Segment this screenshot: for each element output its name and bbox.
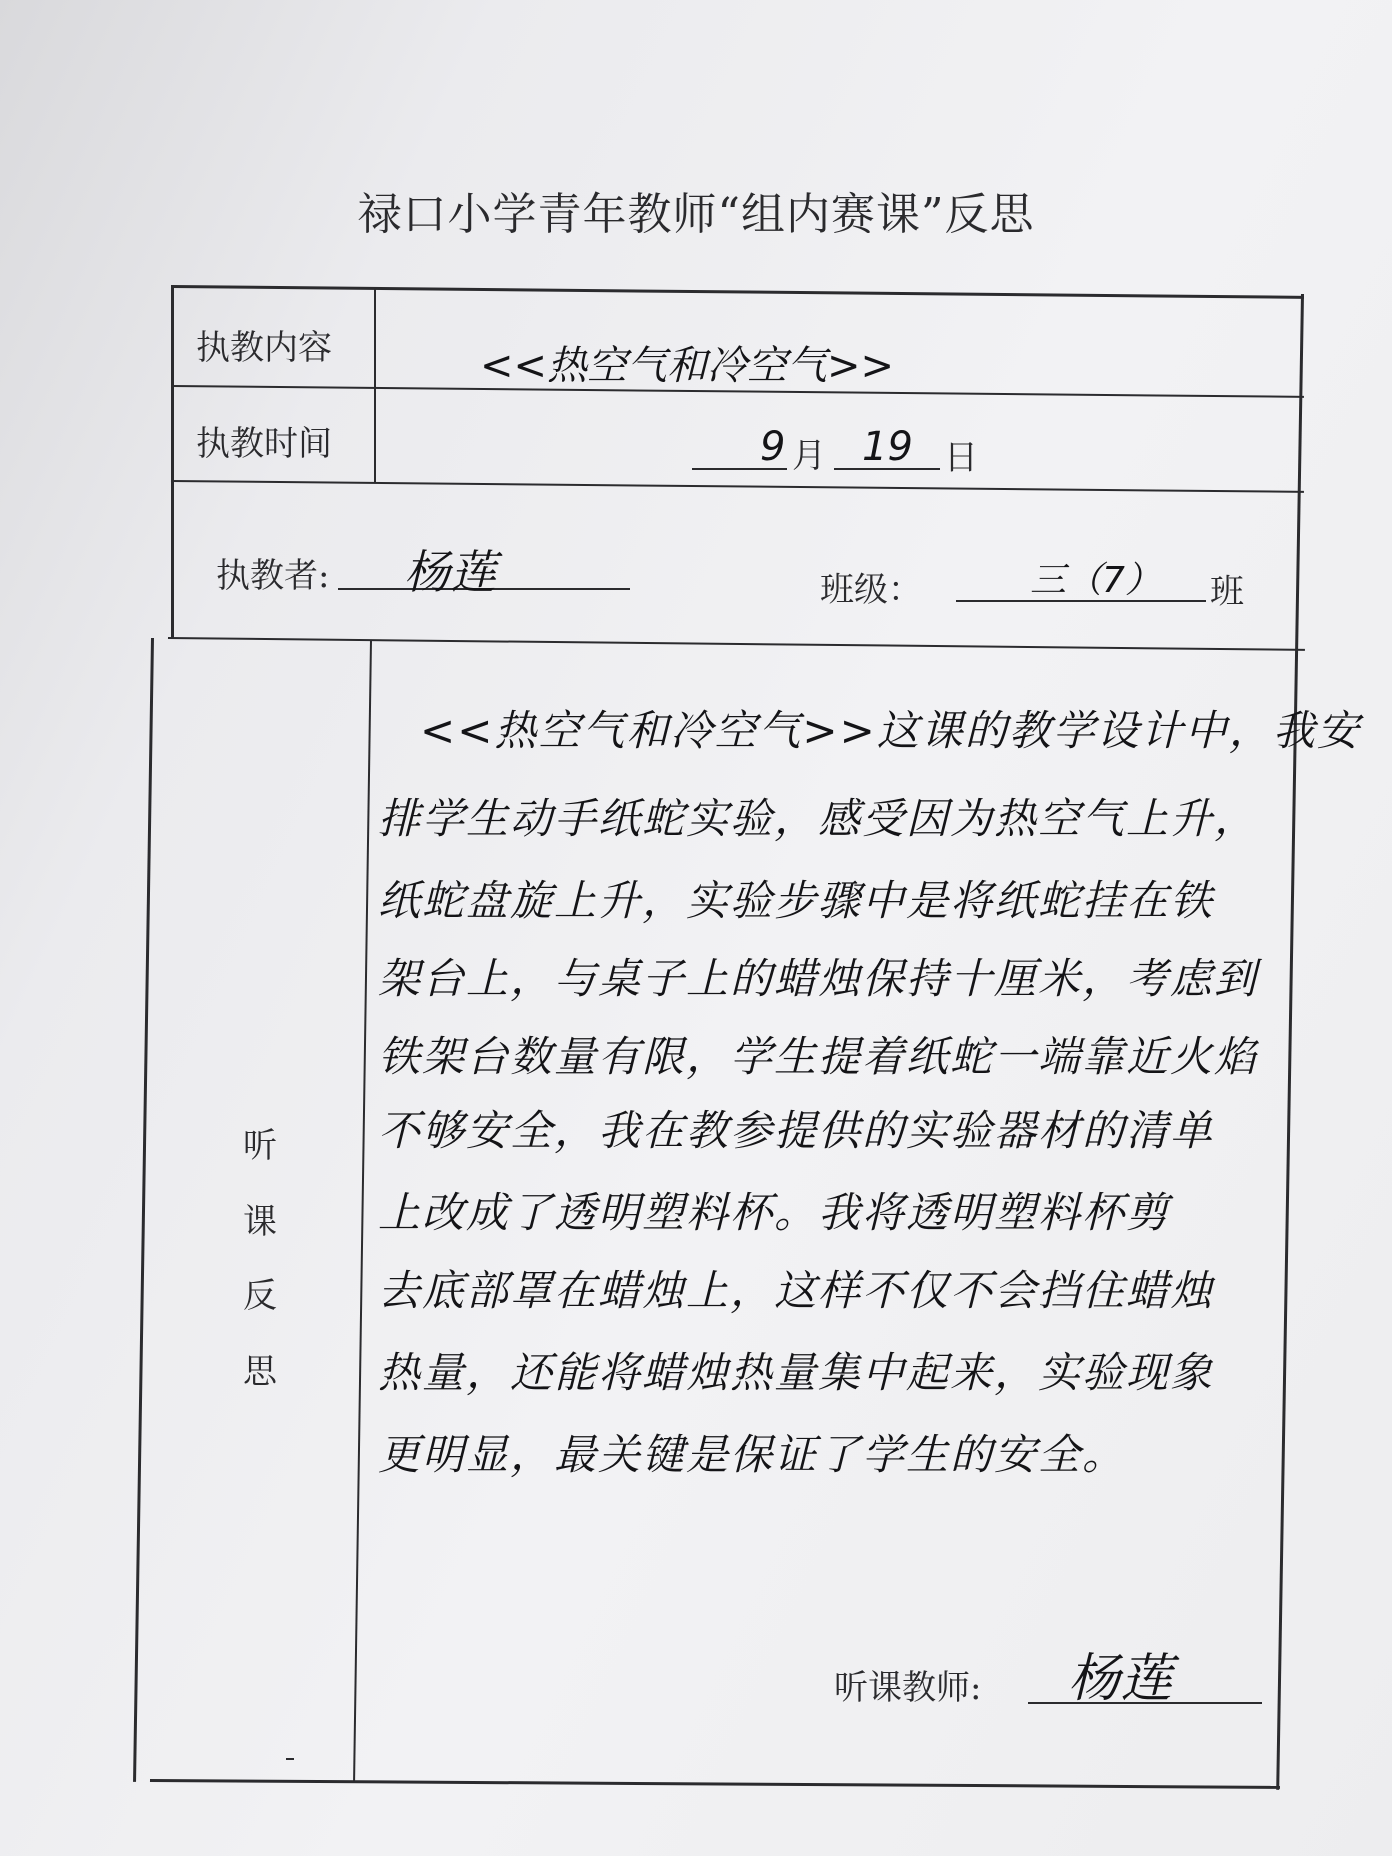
- reflection-label-char: 听: [243, 1126, 277, 1166]
- time-label: 执教时间: [196, 424, 332, 464]
- reflection-line: 架台上，与桌子上的蜡烛保持十厘米，考虑到: [378, 954, 1259, 1003]
- table-column-divider: [374, 287, 376, 483]
- reflection-line: 去底部罩在蜡烛上，这样不仅不会挡住蜡烛: [378, 1266, 1215, 1315]
- table-border-bottom: [150, 1779, 1280, 1789]
- reflection-label-char: 课: [243, 1202, 277, 1242]
- class-unit: 班: [1210, 572, 1244, 612]
- content-label: 执教内容: [196, 328, 332, 368]
- reflection-label-char: 反: [243, 1276, 277, 1316]
- class-value: 三（7）: [1030, 560, 1161, 601]
- table-border-top: [172, 285, 1304, 299]
- listener-signature: 杨莲: [1068, 1649, 1173, 1709]
- time-month-unit: 月: [792, 436, 826, 476]
- reflection-line: 纸蛇盘旋上升，实验步骤中是将纸蛇挂在铁: [378, 876, 1215, 925]
- reflection-line: 铁架台数量有限，学生提着纸蛇一端靠近火焰: [378, 1032, 1259, 1081]
- reflection-line: 热量，还能将蜡烛热量集中起来，实验现象: [378, 1348, 1215, 1397]
- time-day: 19: [862, 424, 913, 470]
- content-value: <<热空气和冷空气>>: [480, 343, 895, 389]
- class-label: 班级：: [820, 570, 922, 610]
- time-day-unit: 日: [944, 438, 978, 478]
- time-month: 9: [760, 424, 786, 470]
- listener-label: 听课教师:: [834, 1668, 982, 1708]
- table-border-left: [133, 638, 154, 1782]
- teacher-label: 执教者:: [216, 556, 330, 596]
- table-border-left: [171, 285, 174, 639]
- reflection-line: 排学生动手纸蛇实验，感受因为热空气上升，: [378, 794, 1259, 843]
- reflection-line: 更明显，最关键是保证了学生的安全。: [378, 1430, 1127, 1479]
- reflection-line: 不够安全，我在教参提供的实验器材的清单: [378, 1106, 1215, 1155]
- table-row-divider: [171, 480, 1304, 493]
- teacher-value: 杨莲: [404, 545, 496, 599]
- table-column-divider: [353, 640, 372, 1782]
- reflection-label-char: 思: [243, 1352, 277, 1392]
- table-border-right: [1276, 294, 1304, 1790]
- stray-mark: [286, 1758, 294, 1760]
- table-row-divider: [168, 637, 1305, 651]
- form-title: 禄口小学青年教师“组内赛课”反思: [357, 189, 1035, 240]
- reflection-line: 上改成了透明塑料杯。我将透明塑料杯剪: [378, 1188, 1171, 1237]
- reflection-line: <<热空气和冷空气>>这课的教学设计中，我安: [420, 706, 1361, 755]
